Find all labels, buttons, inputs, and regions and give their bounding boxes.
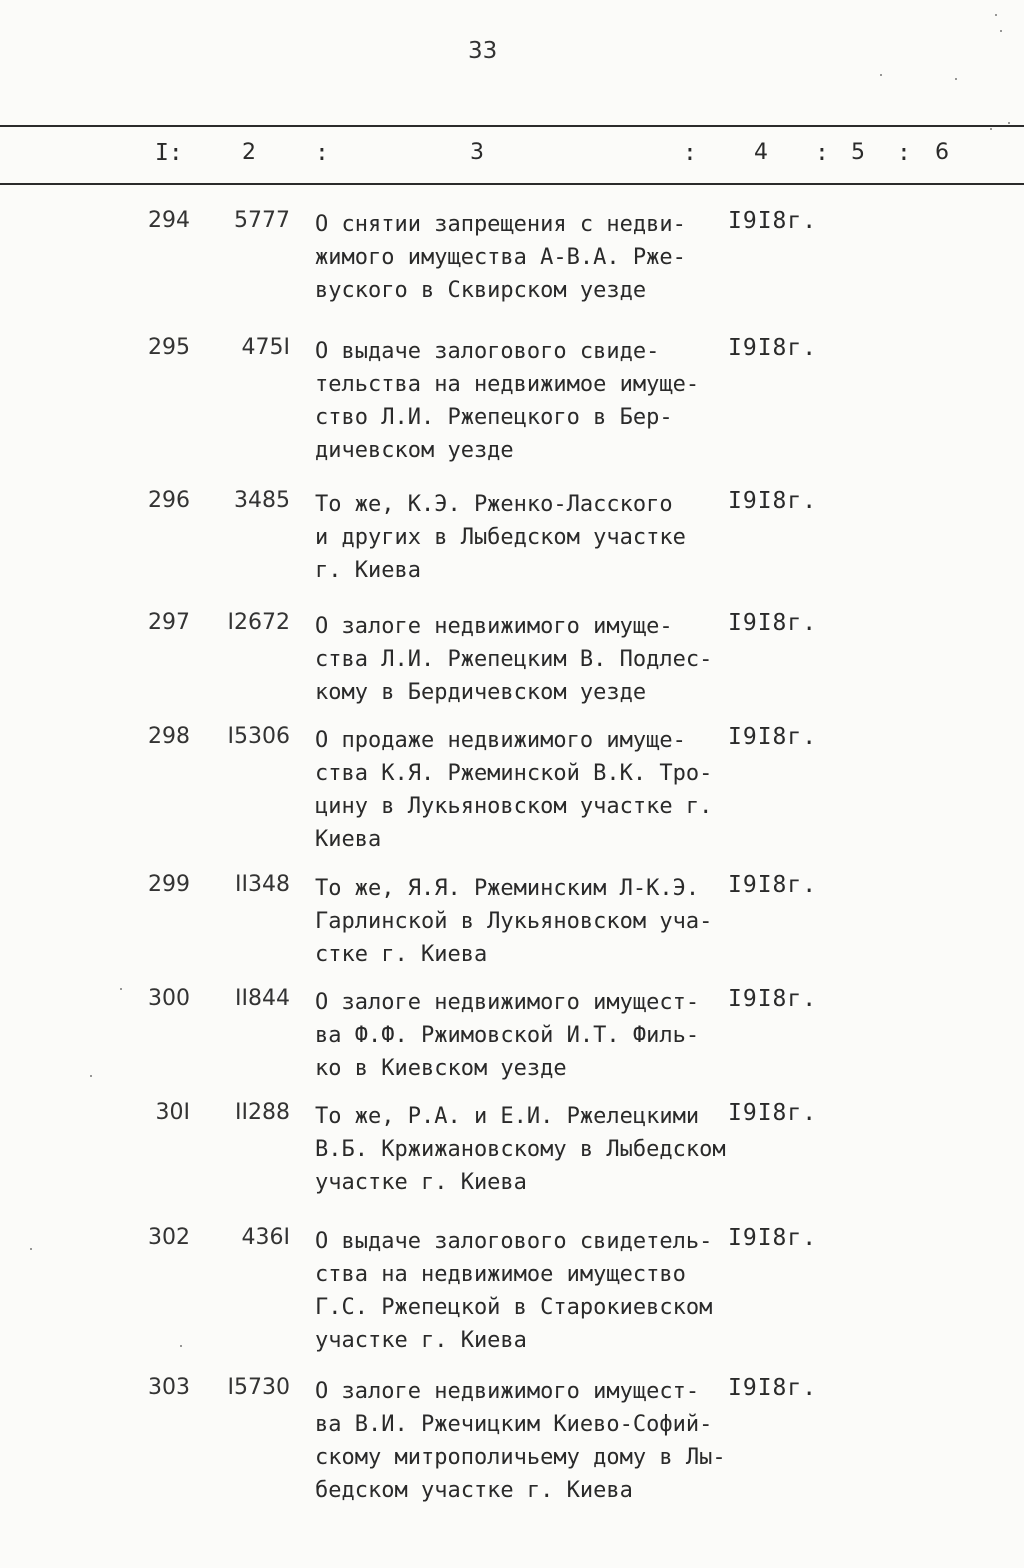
- entry-description: [315, 610, 735, 709]
- header-col-4: 4: [754, 140, 768, 165]
- entry-year: I9I8г.: [728, 1375, 818, 1401]
- entry-number: 30I: [155, 1100, 190, 1125]
- entry-number: 296: [148, 488, 190, 513]
- entry-case-number: I5730: [227, 1375, 290, 1400]
- description-line: ва Ф.Ф. Ржимовской И.Т. Филь-: [315, 1023, 700, 1048]
- entry-year: I9I8г.: [728, 724, 818, 750]
- entry-number: 299: [148, 872, 190, 897]
- header-separator: :: [683, 140, 697, 166]
- entry-year: I9I8г.: [728, 1100, 818, 1126]
- description-line: ства Л.И. Ржепецким В. Подлес-: [315, 647, 713, 672]
- header-col-3: 3: [470, 140, 484, 165]
- header-separator: :: [897, 140, 911, 166]
- description-line: Киева: [315, 827, 382, 852]
- description-line: и других в Лыбедском участке: [315, 525, 686, 550]
- entry-description: [315, 208, 735, 307]
- entry-description: [315, 986, 735, 1085]
- description-line: скому митрополичьему дому в Лы-: [315, 1445, 726, 1470]
- description-line: О выдаче залогового свиде-: [315, 339, 660, 364]
- description-line: ство Л.И. Ржепецкого в Бер-: [315, 405, 673, 430]
- table-header: [0, 140, 1024, 174]
- entry-description: [315, 724, 735, 856]
- entry-year: I9I8г.: [728, 335, 818, 361]
- entry-description: [315, 1375, 735, 1507]
- description-line: Г.С. Ржепецкой в Старокиевском: [315, 1295, 713, 1320]
- table-header-rule: [0, 183, 1024, 185]
- entry-year: I9I8г.: [728, 208, 818, 234]
- entry-year: I9I8г.: [728, 1225, 818, 1251]
- entry-year: I9I8г.: [728, 986, 818, 1012]
- entry-year: I9I8г.: [728, 488, 818, 514]
- description-line: О снятии запрещения с недви-: [315, 212, 686, 237]
- entry-year: I9I8г.: [728, 872, 818, 898]
- description-line: бедском участке г. Киева: [315, 1478, 633, 1503]
- entry-case-number: II288: [235, 1100, 290, 1125]
- description-line: ва В.И. Ржечицким Киево-Софий-: [315, 1412, 713, 1437]
- entry-number: 298: [148, 724, 190, 749]
- description-line: ства К.Я. Ржеминской В.К. Тро-: [315, 761, 713, 786]
- entry-case-number: I5306: [227, 724, 290, 749]
- description-line: ко в Киевском уезде: [315, 1056, 567, 1081]
- description-line: жимого имущества А-В.А. Рже-: [315, 245, 686, 270]
- description-line: вуского в Сквирском уезде: [315, 278, 647, 303]
- entry-case-number: 5777: [234, 208, 290, 233]
- header-separator: :: [315, 140, 329, 166]
- description-line: участке г. Киева: [315, 1170, 527, 1195]
- description-line: Гарлинской в Лукьяновском уча-: [315, 909, 713, 934]
- table-top-rule: [0, 125, 1024, 127]
- description-line: тельства на недвижимое имуще-: [315, 372, 700, 397]
- entry-description: [315, 872, 735, 971]
- description-line: То же, Р.А. и Е.И. Ржелецкими: [315, 1104, 700, 1129]
- description-line: ства на недвижимое имущество: [315, 1262, 686, 1287]
- description-line: О залоге недвижимого имущест-: [315, 990, 700, 1015]
- description-line: То же, К.Э. Рженко-Ласского: [315, 492, 673, 517]
- entry-case-number: II348: [235, 872, 290, 897]
- entry-number: 302: [148, 1225, 190, 1250]
- entry-number: 297: [148, 610, 190, 635]
- entry-description: [315, 1225, 735, 1357]
- description-line: О залоге недвижимого имуще-: [315, 614, 673, 639]
- entry-case-number: 436I: [241, 1225, 290, 1250]
- description-line: стке г. Киева: [315, 942, 488, 967]
- entry-case-number: I2672: [227, 610, 290, 635]
- entry-case-number: II844: [235, 986, 290, 1011]
- entry-case-number: 3485: [234, 488, 290, 513]
- entry-case-number: 475I: [241, 335, 290, 360]
- description-line: О продаже недвижимого имуще-: [315, 728, 686, 753]
- header-col-5: 5: [851, 140, 865, 165]
- entry-description: [315, 1100, 735, 1199]
- description-line: дичевском уезде: [315, 438, 514, 463]
- page-number: 33: [468, 38, 498, 64]
- entry-number: 300: [148, 986, 190, 1011]
- header-col-1: I:: [155, 140, 183, 166]
- description-line: То же, Я.Я. Ржеминским Л-К.Э.: [315, 876, 700, 901]
- header-col-6: 6: [935, 140, 949, 165]
- description-line: участке г. Киева: [315, 1328, 527, 1353]
- entry-description: [315, 335, 735, 467]
- description-line: О залоге недвижимого имущест-: [315, 1379, 700, 1404]
- description-line: цину в Лукьяновском участке г.: [315, 794, 713, 819]
- description-line: г. Киева: [315, 558, 421, 583]
- entry-number: 294: [148, 208, 190, 233]
- entry-description: [315, 488, 735, 587]
- header-separator: :: [815, 140, 829, 166]
- description-line: кому в Бердичевском уезде: [315, 680, 647, 705]
- description-line: О выдаче залогового свидетель-: [315, 1229, 713, 1254]
- entry-year: I9I8г.: [728, 610, 818, 636]
- entry-number: 295: [148, 335, 190, 360]
- header-col-2: 2: [242, 140, 256, 165]
- entry-number: 303: [148, 1375, 190, 1400]
- description-line: В.Б. Кржижановскому в Лыбедском: [315, 1137, 726, 1162]
